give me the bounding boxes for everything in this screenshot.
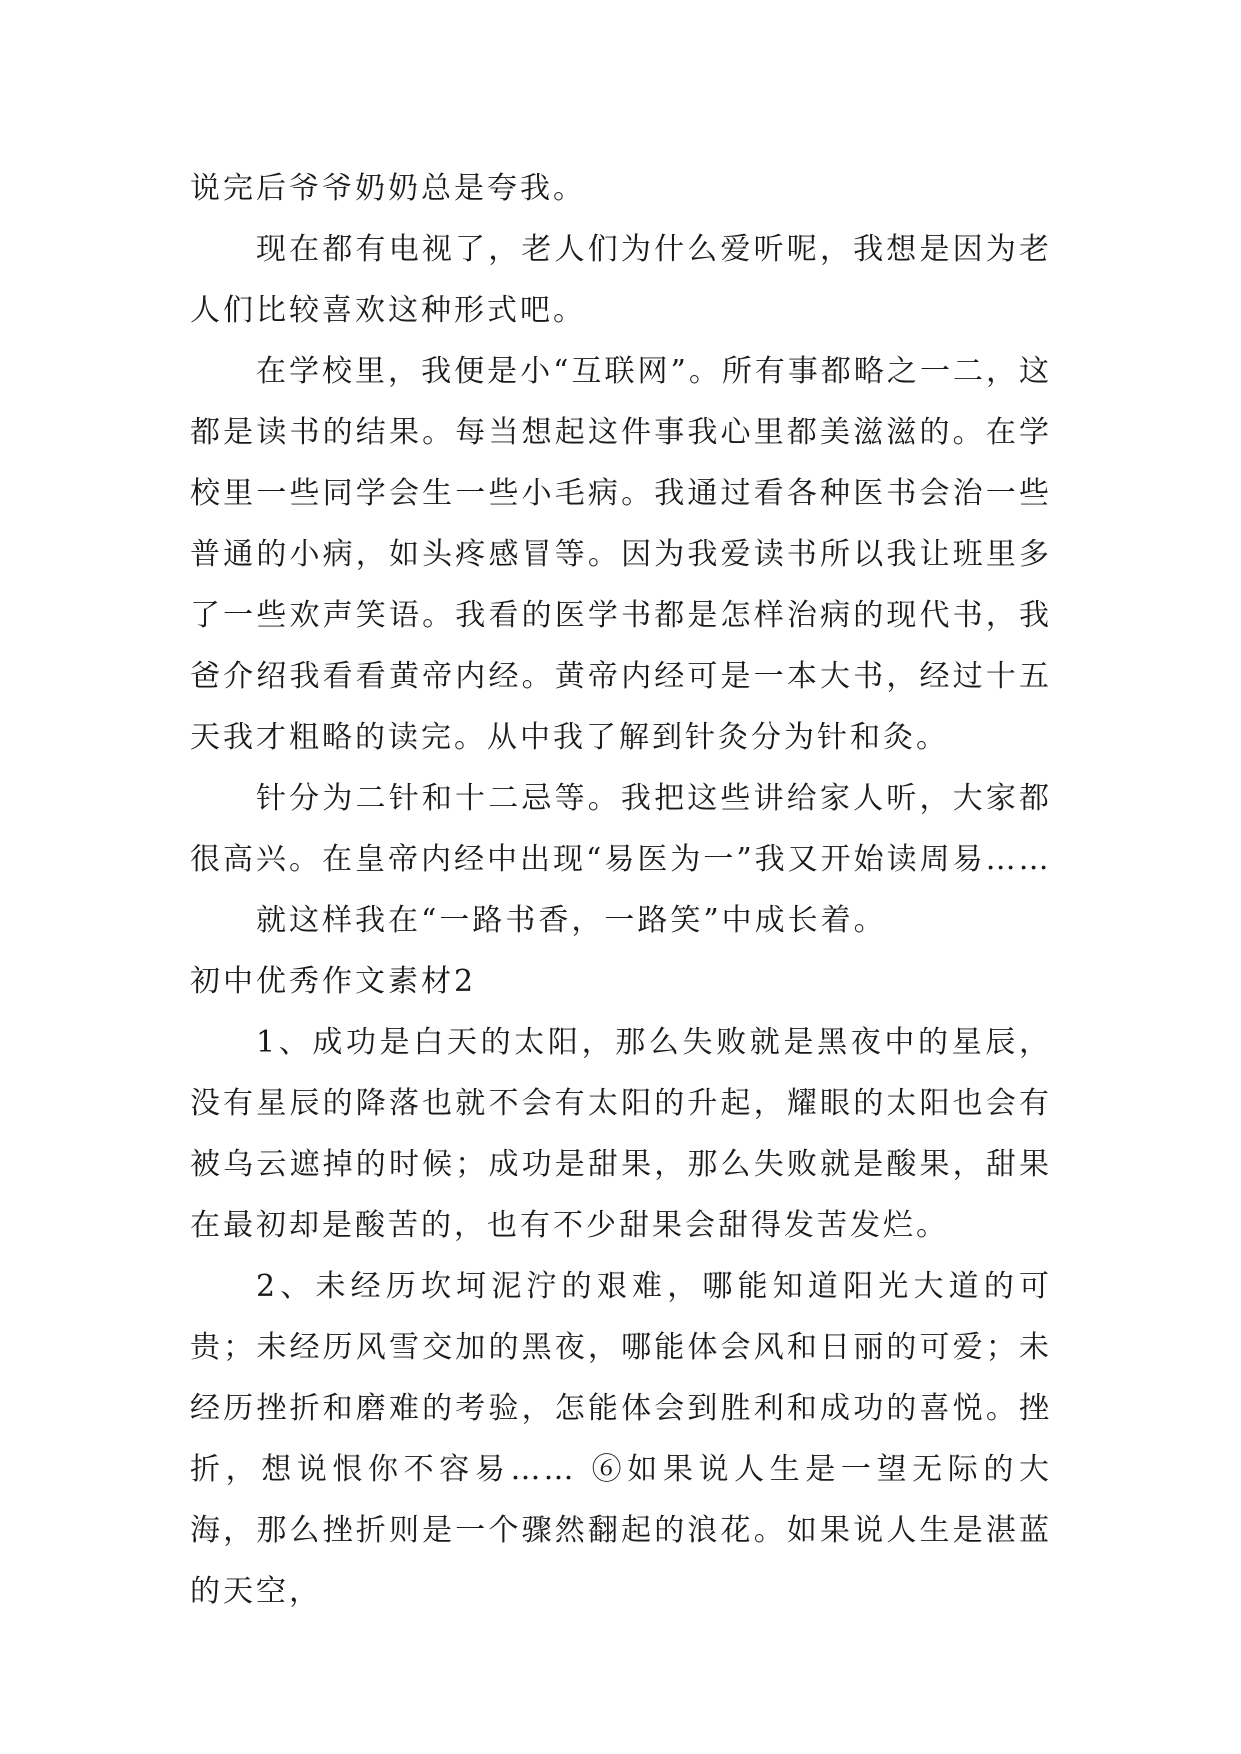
paragraph-5: 就这样我在“一路书香，一路笑”中成长着。 bbox=[256, 903, 887, 938]
paragraph-3: 在学校里，我便是小“互联网”。所有事都略之一二，这都是读书的结果。每当想起这件事我心里都美滋滋的。在学校里一些同学会生一些小毛病。我通过看各种医书会治一些普通的小病，如头疼感冒等。因为我爱读书所以我让班里多了一些欢声笑语。我看的医学书都是怎样治病的现代书，我爸介绍我看看黄帝内经。黄帝内经可是一本大书，经过十五天我才粗略的读完。从中我了解到针灸分为针和灸。 bbox=[190, 354, 1052, 755]
paragraph-4: 针分为二针和十二忌等。我把这些讲给家人听，大家都很高兴。在皇帝内经中出现“易医为一”我又开始读周易…… bbox=[190, 781, 1052, 877]
document-body bbox=[190, 158, 1052, 1622]
section-paragraph-1: 1、成功是白天的太阳，那么失败就是黑夜中的星辰，没有星辰的降落也就不会有太阳的升起，耀眼的太阳也会有被乌云遮掉的时候；成功是甜果，那么失败就是酸果，甜果在最初却是酸苦的，也有不少甜果会甜得发苦发烂。 bbox=[190, 1025, 1052, 1243]
section-paragraph-2: 2、未经历坎坷泥泞的艰难，哪能知道阳光大道的可贵；未经历风雪交加的黑夜，哪能体会风和日丽的可爱；未经历挫折和磨难的考验，怎能体会到胜利和成功的喜悦。挫折，想说恨你不容易…… ⑥如果说人生是一望无际的大海，那么挫折则是一个骤然翻起的浪花。如果说人生是湛蓝的天空， bbox=[190, 1269, 1052, 1609]
paragraph-2: 现在都有电视了，老人们为什么爱听呢，我想是因为老人们比较喜欢这种形式吧。 bbox=[190, 232, 1052, 328]
section-title: 初中优秀作文素材2 bbox=[190, 964, 477, 999]
paragraph-1: 说完后爷爷奶奶总是夸我。 bbox=[190, 171, 586, 206]
